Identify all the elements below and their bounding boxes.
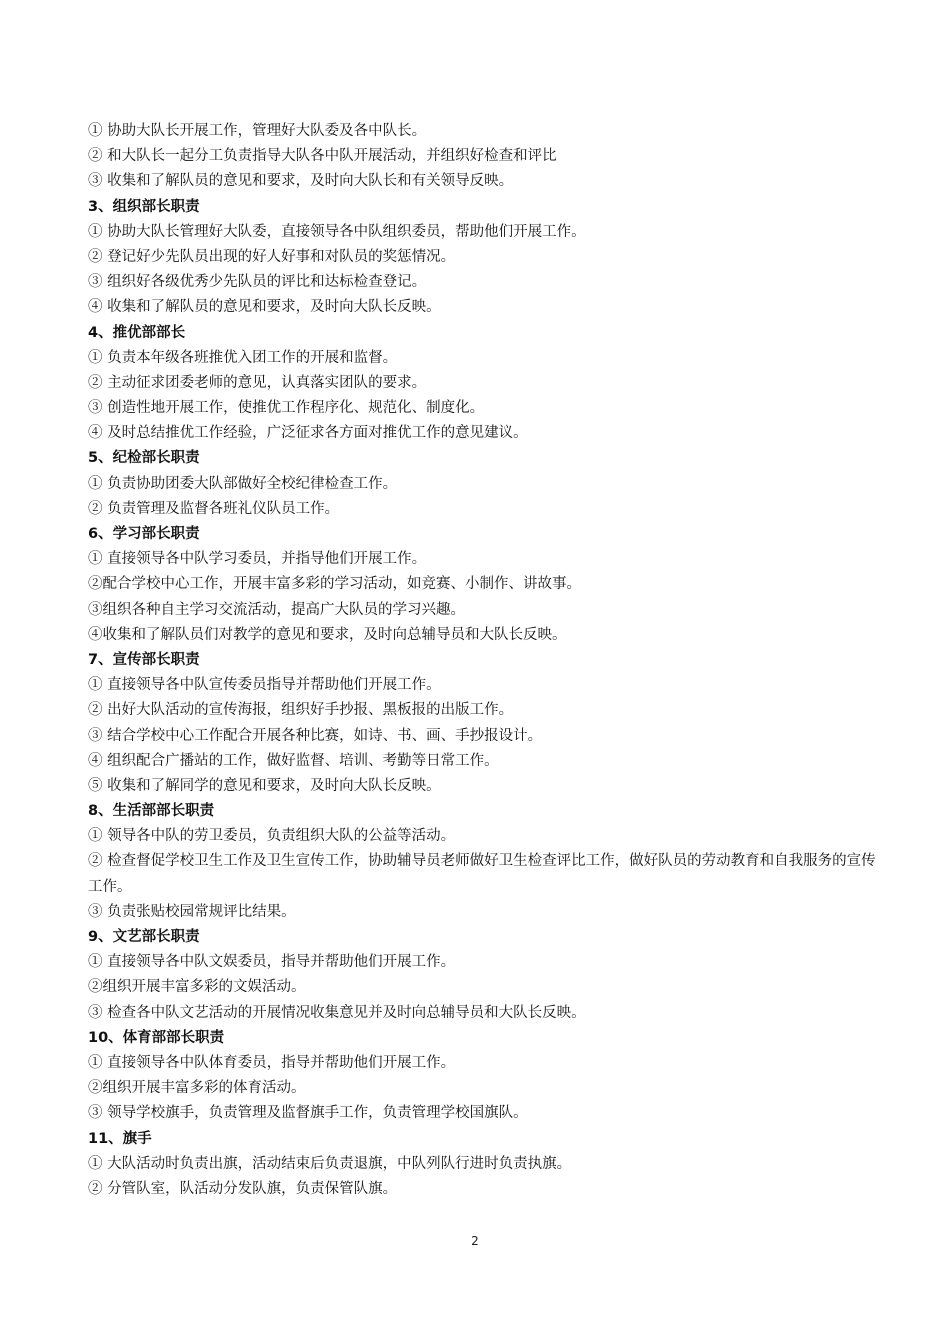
section-publicity [88, 648, 878, 799]
list-item: ④ 及时总结推优工作经验，广泛征求各方面对推优工作的意见建议。 [88, 425, 528, 442]
list-item: ② 登记好少先队员出现的好人好事和对队员的奖惩情况。 [88, 248, 456, 265]
list-item: ① 直接领导各中队学习委员，并指导他们开展工作。 [88, 551, 427, 568]
list-item: ① 大队活动时负责出旗，活动结束后负责退旗，中队列队行进时负责执旗。 [88, 1155, 572, 1172]
list-item: ① 直接领导各中队文娱委员，指导并帮助他们开展工作。 [88, 954, 456, 971]
section-heading: 11、旗手 [88, 1130, 152, 1147]
section-heading: 9、文艺部长职责 [88, 929, 200, 946]
section-heading: 10、体育部部长职责 [88, 1029, 225, 1046]
list-item: ④ 收集和了解队员的意见和要求，及时向大队长反映。 [88, 299, 441, 316]
section-study [88, 522, 878, 648]
list-item: ③ 结合学校中心工作配合开展各种比赛，如诗、书、画、手抄报设计。 [88, 727, 543, 744]
list-item: ③ 负责张贴校园常规评比结果。 [88, 903, 296, 920]
section-heading: 5、纪检部长职责 [88, 450, 200, 467]
list-item: ②组织开展丰富多彩的文娱活动。 [88, 979, 306, 996]
list-item: ① 负责协助团委大队部做好全校纪律检查工作。 [88, 475, 398, 492]
list-item: ① 领导各中队的劳卫委员，负责组织大队的公益等活动。 [88, 828, 456, 845]
list-item: ③ 检查各中队文艺活动的开展情况收集意见并及时向总辅导员和大队长反映。 [88, 1004, 586, 1021]
list-item: ② 检查督促学校卫生工作及卫生宣传工作，协助辅导员老师做好卫生检查评比工作，做好队员的劳动教育和自我服务的宣传工作。 [88, 853, 876, 895]
list-item: ③ 领导学校旗手，负责管理及监督旗手工作，负责管理学校国旗队。 [88, 1105, 528, 1122]
section-life [88, 799, 878, 925]
list-item: ③ 创造性地开展工作，使推优工作程序化、规范化、制度化。 [88, 400, 485, 417]
section-heading: 4、推优部部长 [88, 324, 186, 341]
list-item: ① 协助大队长开展工作，管理好大队委及各中队长。 [88, 123, 427, 139]
list-item: ②配合学校中心工作，开展丰富多彩的学习活动，如竞赛、小制作、讲故事。 [88, 576, 581, 593]
section-heading: 7、宣传部长职责 [88, 651, 200, 668]
list-item: ② 分管队室，队活动分发队旗，负责保管队旗。 [88, 1180, 398, 1197]
section-heading: 6、学习部长职责 [88, 526, 200, 542]
section-organization [88, 195, 878, 321]
list-item: ② 出好大队活动的宣传海报，组织好手抄报、黑板报的出版工作。 [88, 702, 514, 719]
list-item: ① 协助大队长管理好大队委，直接领导各中队组织委员，帮助他们开展工作。 [88, 223, 586, 240]
list-item: ② 主动征求团委老师的意见，认真落实团队的要求。 [88, 374, 427, 391]
list-item: ②组织开展丰富多彩的体育活动。 [88, 1080, 306, 1097]
section-heading: 8、生活部部长职责 [88, 803, 215, 820]
page-number: 2 [471, 1234, 479, 1248]
section-sports [88, 1026, 878, 1127]
intro-list [88, 119, 878, 195]
document-body [88, 119, 878, 1202]
list-item: ③组织各种自主学习交流活动，提高广大队员的学习兴趣。 [88, 601, 465, 618]
list-item: ③ 组织好各级优秀少先队员的评比和达标检查登记。 [88, 274, 427, 291]
list-item: ① 负责本年级各班推优入团工作的开展和监督。 [88, 349, 398, 366]
list-item: ① 直接领导各中队体育委员，指导并帮助他们开展工作。 [88, 1054, 456, 1071]
section-arts [88, 925, 878, 1026]
section-flag-bearer [88, 1127, 878, 1203]
list-item: ② 和大队长一起分工负责指导大队各中队开展活动，并组织好检查和评比 [88, 148, 557, 165]
list-item: ③ 收集和了解队员的意见和要求，及时向大队长和有关领导反映。 [88, 173, 514, 190]
list-item: ④收集和了解队员们对教学的意见和要求，及时向总辅导员和大队长反映。 [88, 626, 567, 643]
list-item: ④ 组织配合广播站的工作，做好监督、培训、考勤等日常工作。 [88, 752, 499, 769]
section-recommendation [88, 321, 878, 447]
list-item: ① 直接领导各中队宣传委员指导并帮助他们开展工作。 [88, 677, 441, 694]
section-heading: 3、组织部长职责 [88, 198, 200, 215]
list-item: ② 负责管理及监督各班礼仪队员工作。 [88, 500, 340, 517]
list-item: ⑤ 收集和了解同学的意见和要求，及时向大队长反映。 [88, 777, 441, 794]
section-discipline [88, 446, 878, 522]
